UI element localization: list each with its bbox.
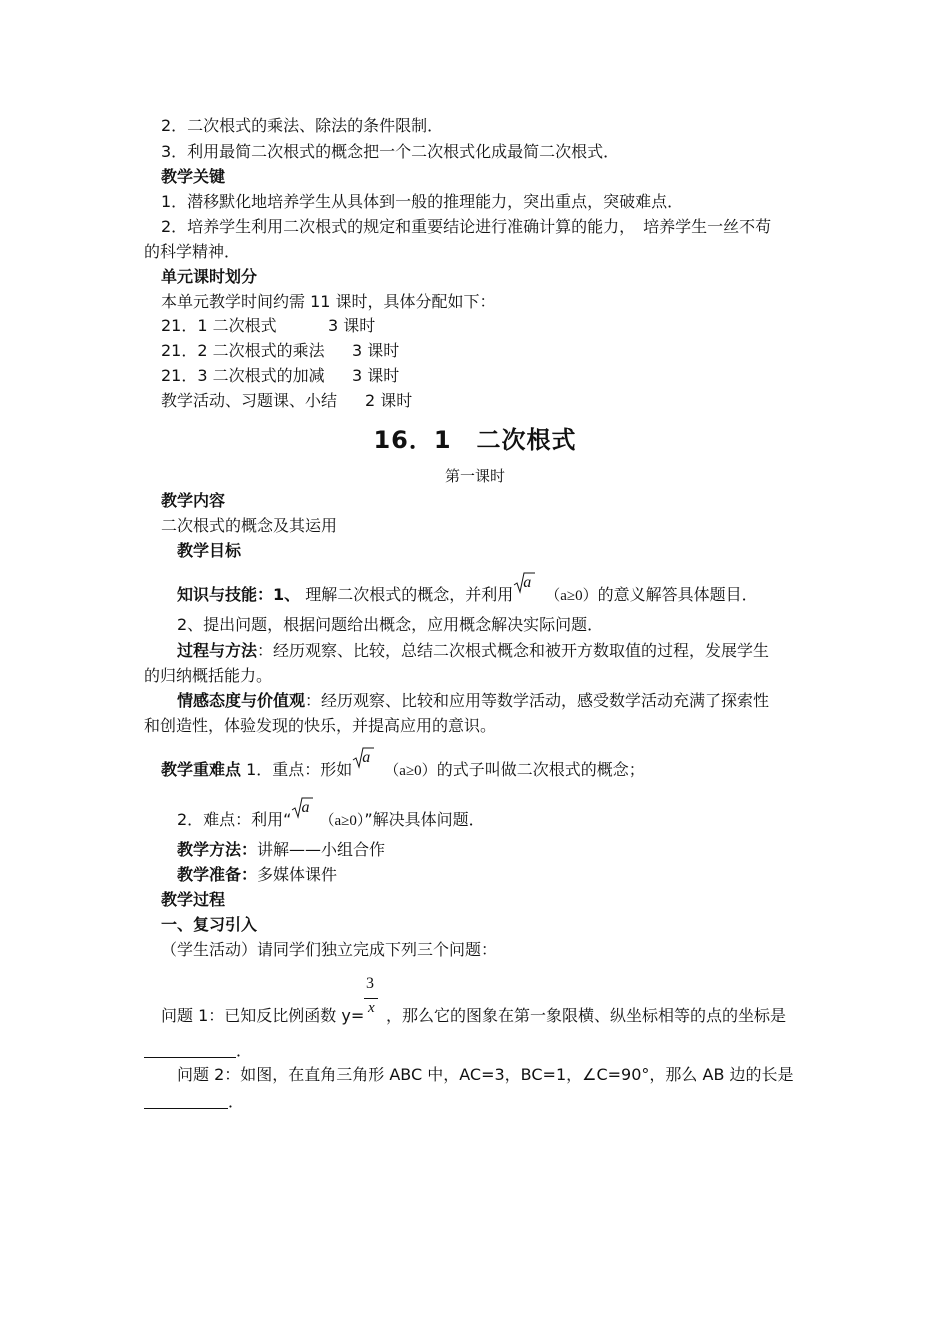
attitude-label: 情感态度与价值观 [177,691,306,710]
teaching-method-label: 教学方法： [177,840,258,859]
section-subtitle: 第一课时 [444,467,505,485]
condition-a-nonneg-1: （a≥0） [545,588,598,604]
question-1-end: ． [236,1041,253,1060]
condition-a-nonneg-2: （a≥0） [384,763,437,779]
schedule-hours-3: 3 课时 [352,366,400,385]
process-method-label: 过程与方法 [177,641,258,660]
schedule-item-1: 21．1 二次根式 [161,316,277,335]
process-method-text-a: ：经历观察、比较，总结二次根式概念和被开方数取值的过程，发展学生 [257,641,770,660]
question-2-end: ． [228,1092,245,1111]
heading-teaching-key: 教学关键 [161,167,226,186]
attitude-text-a: ：经历观察、比较和应用等数学活动，感受数学活动充满了探索性 [305,691,770,710]
teaching-prep-text: 多媒体课件 [257,865,338,884]
process-method-text-b: 的归纳概括能力。 [144,666,273,685]
teaching-content: 二次根式的概念及其运用 [161,516,338,535]
sqrt-a-symbol-2: a [352,757,374,777]
knowledge-point-2: 2、提出问题，根据问题给出概念，应用概念解决实际问题． [177,615,604,634]
fraction-denominator: x [368,1000,375,1016]
attitude-text-b: 和创造性，体验发现的快乐，并提高应用的意识。 [144,716,497,735]
teaching-prep-label: 教学准备： [177,865,258,884]
condition-line: 2．二次根式的乘法、除法的条件限制． [161,116,444,135]
question-2-text: 问题 2：如图，在直角三角形 ABC 中，AC=3，BC=1，∠C=90°，那么 AB 边的长是 [177,1065,794,1084]
schedule-item-4: 教学活动、习题课、小结 [161,391,338,410]
simplest-form-line: 3．利用最简二次根式的概念把一个二次根式化成最简二次根式． [161,142,620,161]
heading-teaching-content: 教学内容 [161,491,226,510]
sqrt-a-symbol-3: a [291,807,313,827]
focus-1-text-b: 的式子叫做二次根式的概念； [436,760,645,779]
key-point-1: 1．潜移默化地培养学生从具体到一般的推理能力，突出重点，突破难点． [161,192,684,211]
question-1-text-b: ，那么它的图象在第一象限横、纵坐标相等的点的坐标是 [386,1006,787,1025]
section-title: 16．1 二次根式 [373,426,577,454]
heading-review-intro: 一、复习引入 [161,915,258,934]
unit-intro: 本单元教学时间约需 11 课时，具体分配如下： [161,292,496,311]
question-1-text-a: 问题 1：已知反比例函数 y= [161,1006,365,1025]
schedule-hours-2: 3 课时 [352,341,400,360]
schedule-item-2: 21．2 二次根式的乘法 [161,341,325,360]
answer-blank-2[interactable] [144,1092,228,1109]
focus-1-text-a: 1．重点：形如 [241,760,353,779]
process-method-line [177,640,769,662]
key-point-2b: 的科学精神． [144,242,241,261]
schedule-hours-4: 2 课时 [365,391,413,410]
sqrt-a-symbol-1: a [513,582,535,602]
focus-2-text-b: ”解决具体问题． [364,810,485,829]
teaching-prep-line [177,864,337,886]
fraction-bar [364,998,378,999]
teaching-method-line [177,839,385,861]
focus-line-1 [161,749,645,782]
answer-blank-1[interactable] [144,1041,236,1058]
knowledge-skill-line [177,574,758,607]
question-2-answer-line [144,1091,244,1113]
heading-teaching-goal: 教学目标 [177,541,242,560]
heading-unit-plan: 单元课时划分 [161,267,258,286]
condition-a-nonneg-3: （a≥0） [319,813,365,829]
fraction-numerator: 3 [366,975,374,992]
heading-key-difficulty: 教学重难点 [161,760,242,779]
key-point-2a: 2．培养学生利用二次根式的规定和重要结论进行准确计算的能力， 培养学生一丝不苟 [161,217,772,236]
schedule-hours-1: 3 课时 [328,316,376,335]
student-activity: （学生活动）请同学们独立完成下列三个问题： [161,940,498,959]
question-1-answer-line [144,1040,252,1062]
knowledge-skill-text-a: 理解二次根式的概念，并利用 [300,585,514,604]
focus-line-2 [177,799,485,832]
schedule-item-3: 21．3 二次根式的加减 [161,366,325,385]
attitude-line [177,690,769,712]
focus-2-text-a: 2．难点：利用“ [177,810,292,829]
teaching-method-text: 讲解——小组合作 [257,840,386,859]
heading-teaching-process: 教学过程 [161,890,226,909]
knowledge-skill-label: 知识与技能：1、 [177,585,301,604]
knowledge-skill-text-b: 的意义解答具体题目． [597,585,758,604]
